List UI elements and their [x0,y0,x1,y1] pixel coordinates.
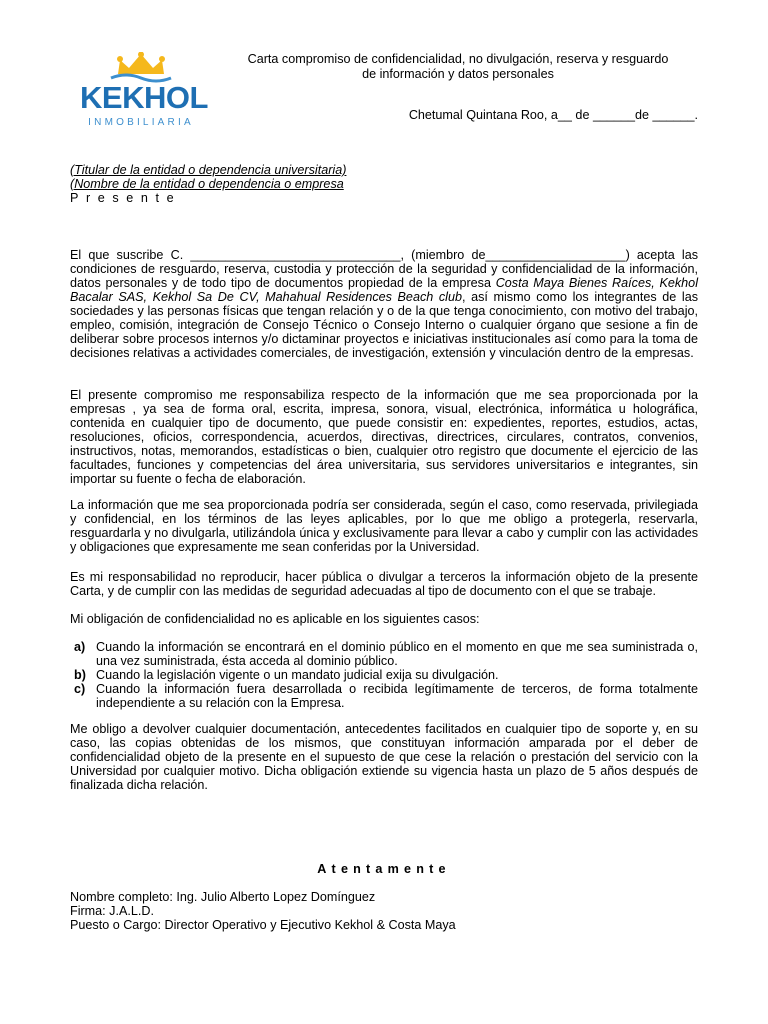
list-marker: c) [74,682,86,696]
list-marker: b) [74,668,86,682]
paragraph-3 [70,498,698,554]
paragraph-1-text-a: El que suscribe C. ______________________________, (miembro de____________________) acepta las condiciones de resguardo, reserva, custodia y protección de la seguridad y confidencialidad de la información, datos personales y de todo tipo de documentos propiedad de la empresa [70,248,698,290]
closing-salutation: Atentamente [317,862,451,876]
addressee-title: (Titular de la entidad o dependencia universitaria) [70,163,347,177]
paragraph-4-text: Es mi responsabilidad no reproducir, hacer pública o divulgar a terceros la información objeto de la presente Carta, y de cumplir con las medidas de seguridad adecuadas al tipo de documento con el que se trabaje. [70,570,698,598]
paragraph-3-text: La información que me sea proporcionada podría ser considerada, según el caso, como reservada, privilegiada y confidencial, en los términos de las leyes aplicables, por lo que me obligo a protegerla, reservarla, resguardarla y no divulgarla, utilizándola única y exclusivamente para llevar a cabo y cumplir con las actividades y obligaciones que expresamente me sean conferidas por la Universidad. [70,498,698,554]
paragraph-5-text: Mi obligación de confidencialidad no es aplicable en los siguientes casos: [70,612,480,626]
document-title [232,52,684,82]
signer-name: Nombre completo: Ing. Julio Alberto Lopez Domínguez [70,890,376,904]
presente-label: Presente [70,191,182,205]
brand-wordmark: KEKHOL [80,80,208,115]
list-marker: a) [74,640,86,654]
paragraph-2-text: El presente compromiso me responsabiliza respecto de la información que me sea proporcionada por la empresas , ya sea de forma oral, escrita, impresa, sonora, visual, electrónica, informática u holográfica, contenida en cualquier tipo de documento, que puede consistir en: expedientes, reportes, estudios, actas, resoluciones, oficios, correspondencia, acuerdos, directivas, directrices, circulares, contratos, convenios, instructivos, notas, memorandos, estadísticas o bien, cualquier otro registro que documente el ejercicio de las facultades, funciones y competencias del área universitaria, sus servidores universitarios e integrantes, sin importar su fuente o fecha de elaboración. [70,388,698,486]
addressee-block [70,163,346,205]
brand-subtitle: INMOBILIARIA [88,117,194,128]
paragraph-2 [70,388,698,486]
signature-block [70,890,456,932]
list-item-text: Cuando la información se encontrará en el dominio público en el momento en que me sea suministrada o, una vez suministrada, ésta acceda al dominio público. [96,640,698,668]
addressee-entity: (Nombre de la entidad o dependencia o empresa [70,177,344,191]
signer-position: Puesto o Cargo: Director Operativo y Ejecutivo Kekhol & Costa Maya [70,918,456,932]
company-names: Costa Maya Bienes Raíces, Kekhol Bacalar SAS, Kekhol Sa De CV, Mahahual Residences Beach club [70,276,698,304]
paragraph-1 [70,248,698,360]
paragraph-4 [70,570,698,598]
list-item-text: Cuando la legislación vigente o un mandato judicial exija su divulgación. [96,668,499,682]
company-logo [78,52,208,134]
place-date: Chetumal Quintana Roo, a__ de ______de ______. [408,108,698,122]
exceptions-list [74,640,698,710]
list-item [74,668,698,682]
title-line-2: de información y datos personales [362,67,554,81]
signer-signature: Firma: J.A.L.D. [70,904,154,918]
paragraph-5 [70,612,698,626]
list-item [74,640,698,668]
paragraph-6 [70,722,698,792]
title-line-1: Carta compromiso de confidencialidad, no divulgación, reserva y resguardo [247,52,669,66]
paragraph-1-text-b: , así mismo como los integrantes de las sociedades y las personas físicas que tengan relación y o de la que tenga conocimiento, con motivo del trabajo, empleo, comisión, integración de Consejo Técnico o Consejo Interno o cualquier órgano que sesione a fin de deliberar sobre procesos internos y/o dictaminar proyectos e iniciativas institucionales así como para la toma de decisiones relativas a actividades comerciales, de investigación, extensión y vinculación dentro de la empresas. [70,290,698,360]
paragraph-6-text: Me obligo a devolver cualquier documentación, antecedentes facilitados en cualquier tipo de soporte y, en su caso, las copias obtenidas de los mismos, que constituyan información amparada por el deber de confidencialidad objeto de la presente en el supuesto de que cese la relación o prestación del servicio con la Universidad por cualquier motivo. Dicha obligación extiende su vigencia hasta un plazo de 5 años después de finalizada dicha relación. [70,722,698,792]
list-item [74,682,698,710]
list-item-text: Cuando la información fuera desarrollada o recibida legítimamente de terceros, de forma totalmente independiente a su relación con la Empresa. [96,682,698,710]
